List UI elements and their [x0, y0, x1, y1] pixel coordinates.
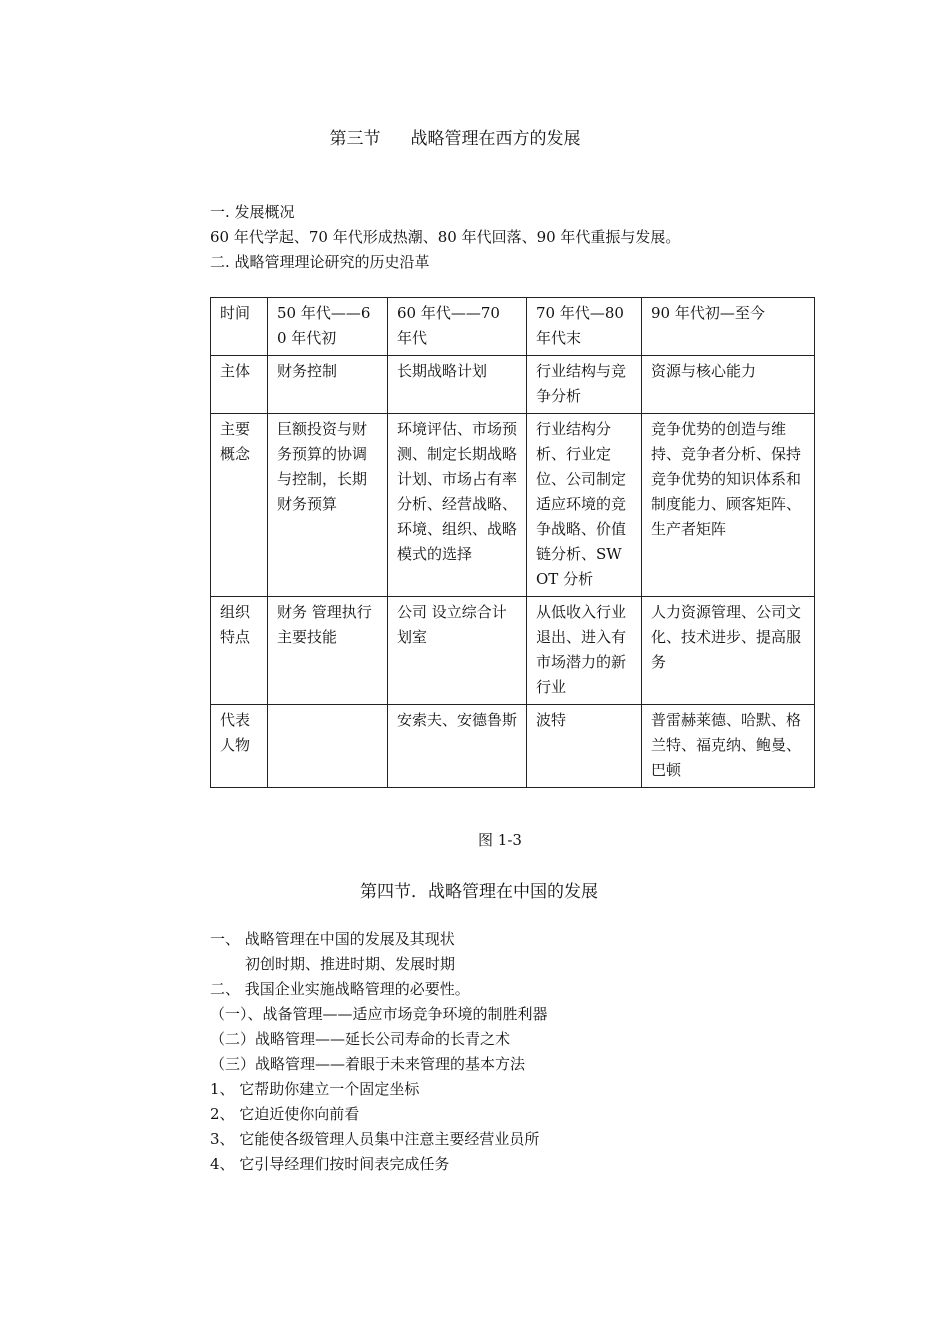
table-cell: 行业结构与竞争分析 — [527, 356, 642, 414]
table-cell: 安索夫、安德鲁斯 — [388, 705, 527, 788]
section4-line: （三）战略管理——着眼于未来管理的基本方法 — [210, 1055, 526, 1073]
table-cell: 90 年代初—至今 — [642, 298, 815, 356]
section3-summary: 60 年代学起、70 年代形成热潮、80 年代回落、90 年代重振与发展。 — [210, 228, 681, 246]
table-cell: 人力资源管理、公司文化、技术进步、提高服务 — [642, 597, 815, 705]
section4-line: 一、 战略管理在中国的发展及其现状 — [210, 930, 455, 948]
table-row — [211, 356, 815, 414]
section4-line: 初创时期、推进时期、发展时期 — [245, 955, 456, 973]
table-cell: 竞争优势的创造与维持、竞争者分析、保持竞争优势的知识体系和制度能力、顾客矩阵、生产者矩阵 — [642, 414, 815, 597]
table-row — [211, 597, 815, 705]
table-cell: 巨额投资与财务预算的协调与控制，长期财务预算 — [268, 414, 388, 597]
table-cell: 代表人物 — [211, 705, 268, 788]
table-cell: 波特 — [527, 705, 642, 788]
section4-line: 二、 我国企业实施战略管理的必要性。 — [210, 980, 470, 998]
section3-heading-number: 第三节 — [329, 129, 381, 149]
section4-line: （二）战略管理——延长公司寿命的长青之术 — [210, 1030, 511, 1048]
table-cell: 60 年代——70 年代 — [388, 298, 527, 356]
table-cell: 从低收入行业退出、进入有市场潜力的新行业 — [527, 597, 642, 705]
section3-heading — [0, 124, 910, 149]
table-cell: 主体 — [211, 356, 268, 414]
table-cell: 财务控制 — [268, 356, 388, 414]
history-table — [210, 297, 815, 788]
section3-item2: 二. 战略管理理论研究的历史沿革 — [210, 253, 430, 271]
table-cell: 行业结构分析、行业定位、公司制定适应环境的竞争战略、价值链分析、SWOT 分析 — [527, 414, 642, 597]
section4-line: 4、 它引导经理们按时间表完成任务 — [210, 1155, 450, 1173]
table-cell: 公司 设立综合计划室 — [388, 597, 527, 705]
section3-item1: 一. 发展概况 — [210, 203, 295, 221]
table-row — [211, 705, 815, 788]
table-caption: 图 1-3 — [478, 831, 522, 849]
section4-line: 3、 它能使各级管理人员集中注意主要经营业员所 — [210, 1130, 540, 1148]
section4-line: （一）、战备管理——适应市场竞争环境的制胜利器 — [210, 1005, 548, 1023]
section3-heading-text: 战略管理在西方的发展 — [410, 129, 581, 149]
table-cell: 主要概念 — [211, 414, 268, 597]
table-cell: 长期战略计划 — [388, 356, 527, 414]
table-cell: 财务 管理执行主要技能 — [268, 597, 388, 705]
table-cell: 环境评估、市场预测、制定长期战略计划、市场占有率分析、经营战略、环境、组织、战略模式的选择 — [388, 414, 527, 597]
table-cell: 普雷赫莱德、哈默、格兰特、福克纳、鲍曼、巴顿 — [642, 705, 815, 788]
section4-heading: 第四节．战略管理在中国的发展 — [360, 882, 598, 902]
table-row — [211, 414, 815, 597]
table-cell: 70 年代—80 年代末 — [527, 298, 642, 356]
table-cell: 资源与核心能力 — [642, 356, 815, 414]
table-cell — [268, 705, 388, 788]
section4-line: 1、 它帮助你建立一个固定坐标 — [210, 1080, 420, 1098]
table-cell: 50 年代——60 年代初 — [268, 298, 388, 356]
section4-line: 2、 它迫近使你向前看 — [210, 1105, 360, 1123]
table-cell: 组织特点 — [211, 597, 268, 705]
table-row — [211, 298, 815, 356]
table-cell: 时间 — [211, 298, 268, 356]
